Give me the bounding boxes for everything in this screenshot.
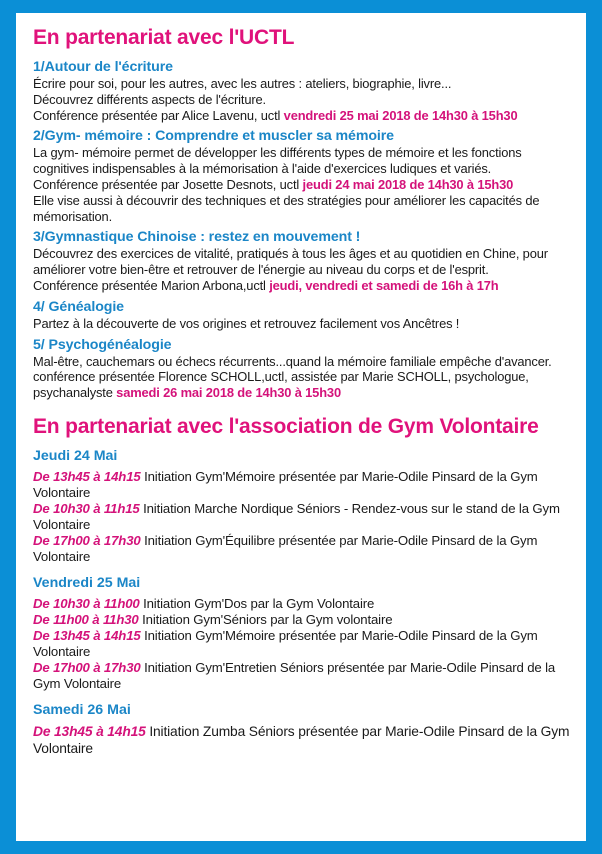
item-description: Mal-être, cauchemars ou échecs récurrents...quand la mémoire familiale empêche d'avancer. [33,353,552,369]
event-text: Initiation Gym'Équilibre présentée par Marie-Odile Pinsard de la Gym Volontaire [33,532,538,564]
conference-date: jeudi, vendredi et samedi de 16h à 17h [269,277,499,293]
schedule-event [33,628,575,660]
item-description: Découvrez des exercices de vitalité, pratiqués à tous les âges et au quotidien en Chine, pour améliorer votre bien-être et retrouver de l'énergie au niveau du corps et de l'esprit. [33,246,548,278]
event-text: Initiation Gym'Mémoire présentée par Marie-Odile Pinsard de la Gym Volontaire [33,627,538,659]
schedule-event [33,660,575,692]
event-time: De 17h00 à 17h30 [33,532,141,548]
event-time: De 13h45 à 14h15 [33,627,141,643]
event-time: De 10h30 à 11h15 [33,500,140,516]
day-heading: Samedi 26 Mai [33,701,131,718]
conference-presenter: conférence présentée Florence SCHOLL,uctl, assistée par Marie SCHOLL, psychologue, psychanalyste [33,369,529,401]
day-block-saturday [33,702,575,757]
day-heading: Vendredi 25 Mai [33,574,141,591]
event-time: De 13h45 à 14h15 [33,723,146,739]
event-time: De 13h45 à 14h15 [33,468,141,484]
item-description: Partez à la découverte de vos origines et retrouvez facilement vos Ancêtres ! [33,315,460,331]
item-title: 3/Gymnastique Chinoise : restez en mouvement ! [33,229,361,246]
uctl-item-gym-chinoise [33,229,575,293]
item-title: 5/ Psychogénéalogie [33,336,172,353]
event-text: Initiation Gym'Mémoire présentée par Marie-Odile Pinsard de la Gym Volontaire [33,468,538,500]
item-title: 2/Gym- mémoire : Comprendre et muscler sa mémoire [33,128,394,145]
uctl-item-genealogie [33,299,575,332]
item-conference [33,177,575,193]
schedule-event [33,533,575,565]
item-description: La gym- mémoire permet de développer les différents types de mémoire et les fonctions cognitives indispensables à la mémorisation à l'aide d'exercices ludiques et variés. [33,145,522,177]
schedule-event [33,723,575,757]
conference-date: samedi 26 mai 2018 de 14h30 à 15h30 [116,385,341,401]
event-text: Initiation Marche Nordique Séniors - Rendez-vous sur le stand de la Gym Volontaire [33,500,560,532]
event-text: Initiation Gym'Séniors par la Gym volontaire [138,611,393,627]
item-title: 1/Autour de l'écriture [33,59,173,75]
item-title: 4/ Généalogie [33,298,124,315]
day-block-friday [33,575,575,692]
schedule-event [33,596,575,612]
event-time: De 11h00 à 11h30 [33,611,139,627]
schedule-event [33,612,575,628]
item-description: Découvrez différents aspects de l'écriture. [33,91,266,107]
event-text: Initiation Zumba Séniors présentée par Marie-Odile Pinsard de la Gym Volontaire [33,723,570,756]
conference-presenter: Conférence présentée Marion Arbona,uctl [33,277,270,293]
conference-presenter: Conférence présentée par Josette Desnots, uctl [33,176,303,192]
conference-date: jeudi 24 mai 2018 de 14h30 à 15h30 [302,176,514,192]
conference-presenter: Conférence présentée par Alice Lavenu, uctl [33,107,284,123]
uctl-item-psychogenealogie [33,337,575,401]
event-time: De 17h00 à 17h30 [33,659,141,675]
item-description: Écrire pour soi, pour les autres, avec les autres : ateliers, biographie, livre... [33,76,452,91]
event-time: De 10h30 à 11h00 [33,595,140,611]
item-conference [33,369,575,401]
event-text: Initiation Gym'Dos par la Gym Volontaire [139,595,375,611]
conference-date: vendredi 25 mai 2018 de 14h30 à 15h30 [283,107,518,123]
item-conference [33,108,575,124]
item-extra: Elle vise aussi à découvrir des techniques et des stratégies pour améliorer les capacités de mémorisation. [33,192,540,224]
item-conference [33,278,575,294]
event-text: Initiation Gym'Entretien Séniors présentée par Marie-Odile Pinsard de la Gym Volontaire [33,659,556,691]
schedule-event [33,469,575,501]
uctl-item-writing [33,59,575,123]
uctl-item-gym-memoire [33,128,575,224]
day-heading: Jeudi 24 Mai [33,447,118,464]
document-content [33,25,575,757]
schedule-event [33,501,575,533]
uctl-section-title: En partenariat avec l'UCTL [33,26,295,49]
day-block-thursday [33,448,575,565]
gym-section-title: En partenariat avec l'association de Gym Volontaire [33,414,539,438]
